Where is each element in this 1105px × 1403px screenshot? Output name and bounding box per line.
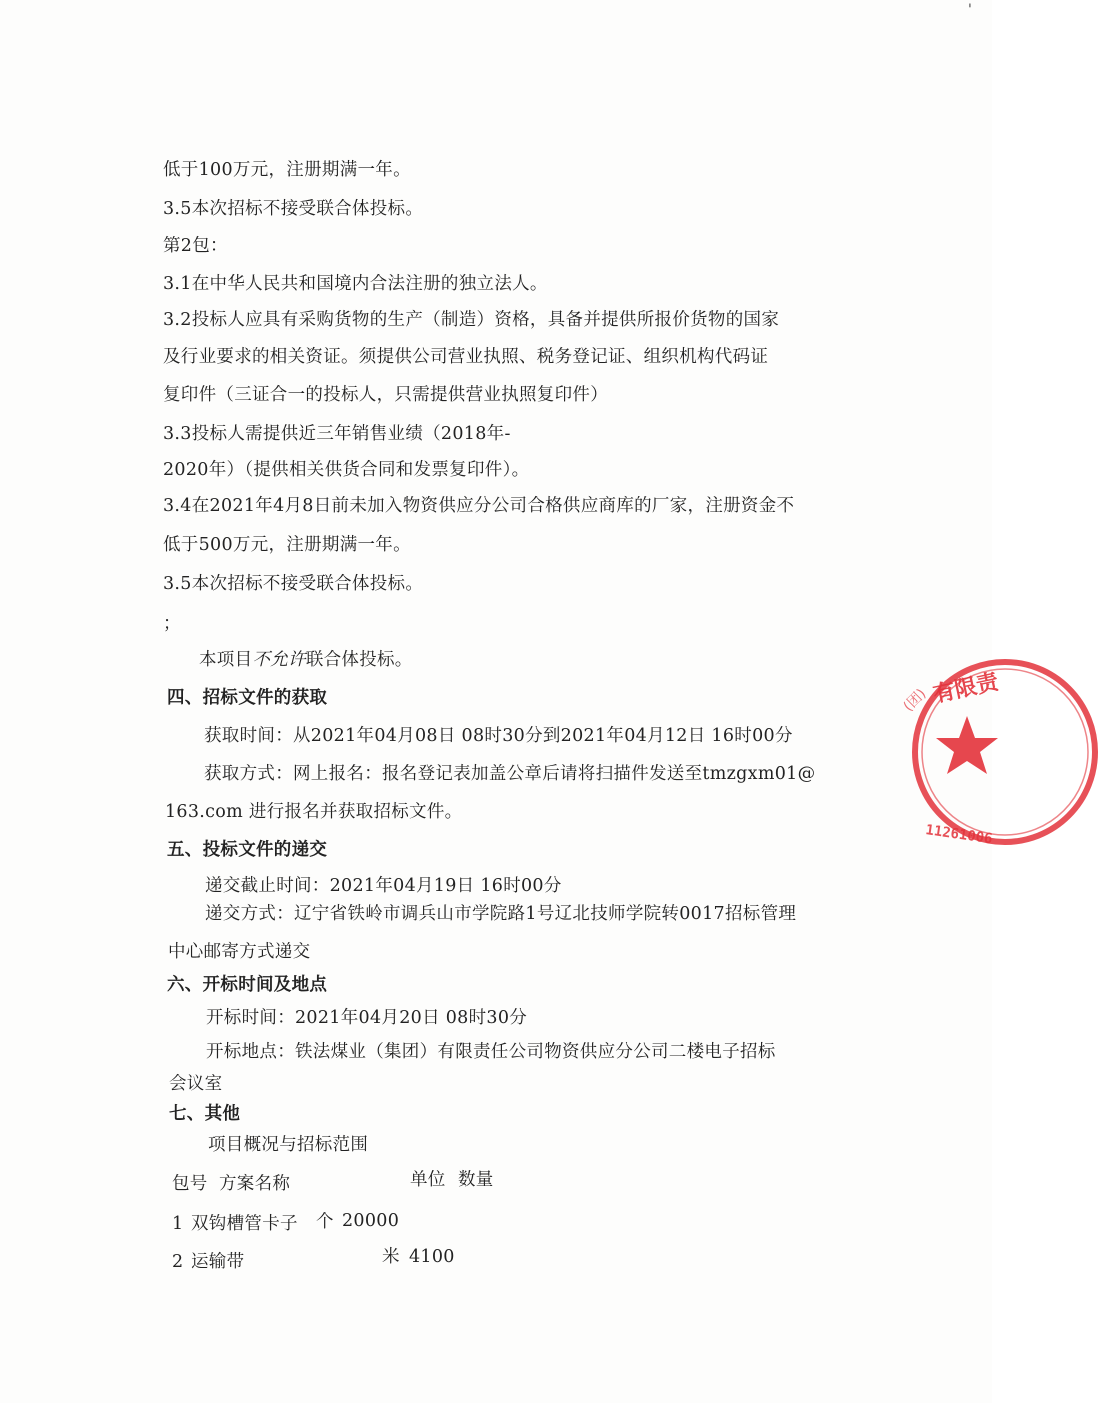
text-fragment: 本项目 (199, 650, 253, 670)
table-header-package-no: 包号 (172, 1174, 208, 1194)
table-cell-name: 双钩槽管卡子 (191, 1214, 298, 1234)
table-header-qty: 数量 (458, 1170, 494, 1190)
joint-bid-note (199, 648, 413, 672)
text-line: 复印件（三证合一的投标人，只需提供营业执照复印件） (163, 385, 608, 405)
table-cell-unit: 个 (316, 1212, 334, 1232)
text-line: 获取时间：从2021年04月08日 08时30分到2021年04月12日 16时00分 (204, 726, 793, 746)
text-line: 获取方式：网上报名：报名登记表加盖公章后请将扫描件发送至tmzgxm01@ (204, 764, 816, 784)
section-heading: 四、招标文件的获取 (167, 688, 328, 708)
text-line: 开标地点：铁法煤业（集团）有限责任公司物资供应分公司二楼电子招标 (206, 1042, 776, 1062)
text-fragment: 联合体投标。 (305, 650, 413, 670)
text-line: 开标时间：2021年04月20日 08时30分 (206, 1008, 528, 1028)
section-heading: 五、投标文件的递交 (167, 840, 328, 860)
text-line: 低于500万元，注册期满一年。 (163, 535, 411, 555)
text-line: 3.5本次招标不接受联合体投标。 (163, 199, 424, 219)
table-cell-name: 运输带 (191, 1252, 245, 1272)
text-line: 项目概况与招标范围 (208, 1135, 369, 1155)
text-line: 递交方式：辽宁省铁岭市调兵山市学院路1号辽北技师学院转0017招标管理 (205, 904, 797, 924)
seal-star-icon (936, 716, 998, 774)
text-fragment-italic: 不允许 (252, 650, 306, 670)
text-line: 及行业要求的相关资证。须提供公司营业执照、税务登记证、组织机构代码证 (163, 347, 769, 367)
text-line: 递交截止时间：2021年04月19日 16时00分 (205, 876, 562, 896)
table-header-unit: 单位 (410, 1170, 446, 1190)
table-header-name: 方案名称 (219, 1174, 291, 1194)
text-line: 3.2投标人应具有采购货物的生产（制造）资格，具备并提供所报价货物的国家 (163, 310, 780, 330)
table-cell-unit: 米 (382, 1247, 400, 1267)
text-line: 3.4在2021年4月8日前未加入物资供应分公司合格供应商库的厂家，注册资金不 (163, 496, 795, 516)
company-seal-stamp (900, 650, 1105, 860)
text-line: 3.3投标人需提供近三年销售业绩（2018年- (163, 424, 511, 444)
text-line: 2020年）（提供相关供货合同和发票复印件）。 (163, 460, 530, 480)
table-cell-no: 2 (172, 1252, 184, 1272)
text-line: 会议室 (169, 1074, 223, 1094)
section-heading: 七、其他 (169, 1104, 241, 1124)
corner-mark: ' (968, 2, 972, 18)
text-line: 3.5本次招标不接受联合体投标。 (163, 574, 424, 594)
text-line: 中心邮寄方式递交 (168, 942, 311, 962)
table-cell-qty: 20000 (342, 1211, 400, 1231)
text-line: 第2包： (163, 236, 228, 256)
seal-text-top: 有限责 (931, 669, 1001, 708)
seal-text-bottom: 11261006 (924, 822, 994, 848)
seal-text-left: (团) (900, 685, 930, 715)
text-line: ； (163, 614, 181, 634)
text-line: 低于100万元，注册期满一年。 (163, 160, 411, 180)
text-line: 163.com 进行报名并获取招标文件。 (165, 802, 463, 822)
table-cell-no: 1 (172, 1214, 184, 1234)
section-heading: 六、开标时间及地点 (167, 975, 328, 995)
table-cell-qty: 4100 (409, 1247, 455, 1267)
text-line: 3.1在中华人民共和国境内合法注册的独立法人。 (163, 274, 548, 294)
